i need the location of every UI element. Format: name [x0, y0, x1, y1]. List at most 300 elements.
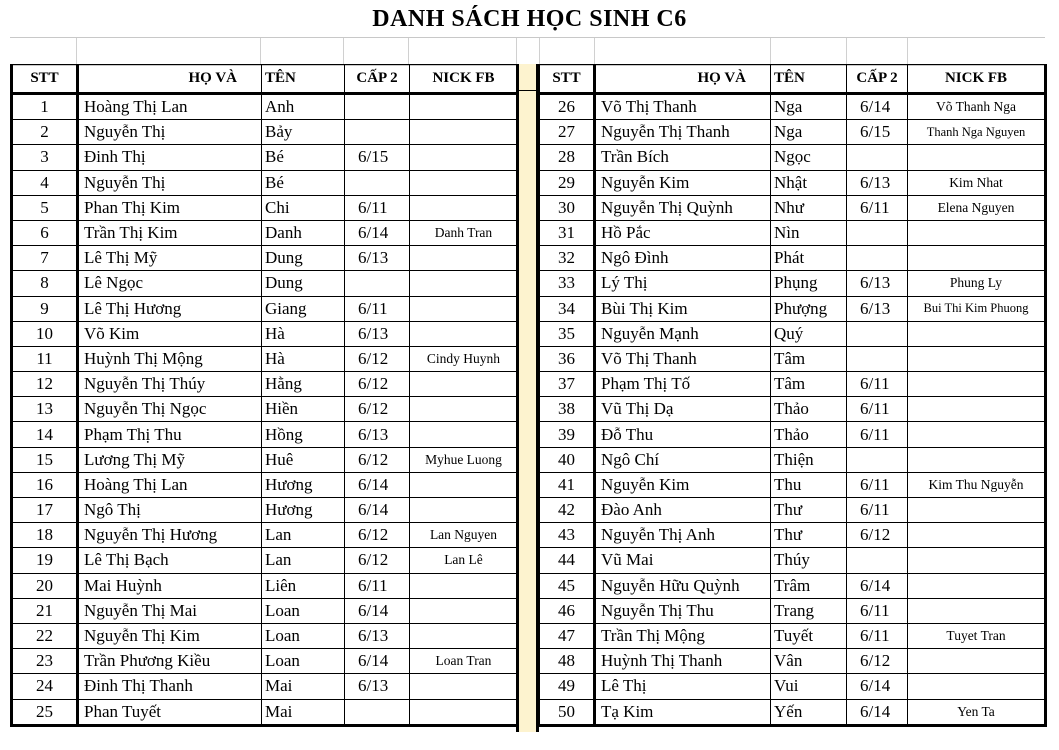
cell-ho-va: Lê Thị Hương [78, 296, 262, 321]
cell-stt: 48 [540, 649, 595, 674]
cell-ho-va: Võ Thị Thanh [595, 94, 771, 120]
cell-stt: 23 [12, 649, 78, 674]
cell-ten: Thư [771, 523, 847, 548]
table-header-row [12, 65, 518, 94]
cell-ho-va: Hoàng Thị Lan [78, 472, 262, 497]
cell-ho-va: Nguyễn Thị [78, 170, 262, 195]
cell-stt: 46 [540, 598, 595, 623]
cell-stt: 29 [540, 170, 595, 195]
cell-stt: 24 [12, 674, 78, 699]
cell-nick-fb [908, 346, 1046, 371]
cell-cap-2 [345, 120, 410, 145]
header-stt: STT [12, 65, 78, 94]
cell-stt: 45 [540, 573, 595, 598]
cell-ho-va: Ngô Đình [595, 246, 771, 271]
cell-ten: Hương [262, 472, 345, 497]
cell-ten: Hà [262, 346, 345, 371]
cell-ten: Nìn [771, 220, 847, 245]
cell-nick-fb: Myhue Luong [410, 447, 518, 472]
cell-nick-fb [908, 447, 1046, 472]
table-row [540, 271, 1046, 296]
cell-ho-va: Phạm Thị Tố [595, 372, 771, 397]
cell-cap-2 [847, 321, 908, 346]
cell-ten: Huê [262, 447, 345, 472]
table-row [12, 472, 518, 497]
cell-ten: Nga [771, 120, 847, 145]
cell-ho-va: Nguyễn Mạnh [595, 321, 771, 346]
cell-cap-2: 6/14 [345, 649, 410, 674]
cell-cap-2 [847, 447, 908, 472]
cell-nick-fb [908, 220, 1046, 245]
cell-ho-va: Nguyễn Thị Ngọc [78, 397, 262, 422]
cell-nick-fb [908, 548, 1046, 573]
cell-stt: 41 [540, 472, 595, 497]
table-row [540, 447, 1046, 472]
cell-stt: 19 [12, 548, 78, 573]
cell-nick-fb [908, 321, 1046, 346]
cell-ho-va: Nguyễn Kim [595, 472, 771, 497]
cell-stt: 22 [12, 623, 78, 648]
header-ten: TÊN [262, 65, 345, 94]
cell-ho-va: Võ Kim [78, 321, 262, 346]
cell-cap-2: 6/11 [847, 472, 908, 497]
cell-cap-2: 6/11 [847, 498, 908, 523]
cell-ten: Dung [262, 271, 345, 296]
table-row [12, 699, 518, 725]
cell-nick-fb [410, 296, 518, 321]
cell-stt: 27 [540, 120, 595, 145]
cell-ho-va: Hoàng Thị Lan [78, 94, 262, 120]
cell-ten: Danh [262, 220, 345, 245]
cell-stt: 4 [12, 170, 78, 195]
cell-nick-fb: Cindy Huynh [410, 346, 518, 371]
cell-ho-va: Tạ Kim [595, 699, 771, 725]
table-row [12, 120, 518, 145]
cell-ho-va: Nguyễn Thị Quỳnh [595, 195, 771, 220]
cell-nick-fb: Bui Thi Kim Phuong [908, 296, 1046, 321]
cell-ten: Mai [262, 674, 345, 699]
cell-stt: 1 [12, 94, 78, 120]
table-row [12, 523, 518, 548]
cell-nick-fb [908, 674, 1046, 699]
cell-ho-va: Phan Thị Kim [78, 195, 262, 220]
header-ho-va: HỌ VÀ [595, 65, 771, 94]
cell-ten: Liên [262, 573, 345, 598]
cell-cap-2 [847, 145, 908, 170]
cell-nick-fb: Kim Thu Nguyễn [908, 472, 1046, 497]
cell-stt: 3 [12, 145, 78, 170]
cell-stt: 15 [12, 447, 78, 472]
cell-ten: Anh [262, 94, 345, 120]
cell-ho-va: Nguyễn Hữu Quỳnh [595, 573, 771, 598]
cell-stt: 34 [540, 296, 595, 321]
cell-ho-va: Vũ Mai [595, 548, 771, 573]
cell-ten: Trâm [771, 573, 847, 598]
table-row [540, 321, 1046, 346]
cell-stt: 33 [540, 271, 595, 296]
cell-nick-fb [410, 94, 518, 120]
cell-ho-va: Vũ Thị Dạ [595, 397, 771, 422]
cell-nick-fb [410, 145, 518, 170]
cell-ho-va: Lê Thị Bạch [78, 548, 262, 573]
cell-cap-2: 6/12 [847, 649, 908, 674]
cell-ho-va: Nguyễn Thị Thanh [595, 120, 771, 145]
cell-nick-fb [410, 372, 518, 397]
cell-cap-2 [847, 246, 908, 271]
cell-stt: 47 [540, 623, 595, 648]
table-row [540, 623, 1046, 648]
cell-stt: 35 [540, 321, 595, 346]
table-row [12, 598, 518, 623]
cell-cap-2: 6/15 [345, 145, 410, 170]
cell-nick-fb [908, 573, 1046, 598]
cell-stt: 18 [12, 523, 78, 548]
cell-nick-fb [410, 573, 518, 598]
cell-cap-2: 6/11 [345, 296, 410, 321]
cell-ten: Hà [262, 321, 345, 346]
cell-nick-fb [908, 422, 1046, 447]
column-separator [516, 64, 539, 732]
table-row [540, 598, 1046, 623]
cell-cap-2 [345, 271, 410, 296]
cell-stt: 44 [540, 548, 595, 573]
cell-stt: 6 [12, 220, 78, 245]
cell-stt: 38 [540, 397, 595, 422]
cell-ten: Nhật [771, 170, 847, 195]
table-row [12, 220, 518, 245]
cell-ten: Quý [771, 321, 847, 346]
column-separator-header [516, 64, 539, 91]
cell-stt: 12 [12, 372, 78, 397]
cell-ho-va: Huỳnh Thị Mộng [78, 346, 262, 371]
table-row [12, 346, 518, 371]
cell-stt: 21 [12, 598, 78, 623]
cell-stt: 40 [540, 447, 595, 472]
cell-ho-va: Ngô Chí [595, 447, 771, 472]
cell-nick-fb: Loan Tran [410, 649, 518, 674]
cell-cap-2: 6/14 [345, 498, 410, 523]
table-row [12, 573, 518, 598]
table-row [540, 498, 1046, 523]
cell-cap-2: 6/12 [345, 447, 410, 472]
table-row [540, 422, 1046, 447]
table-row [540, 674, 1046, 699]
cell-ho-va: Lê Thị [595, 674, 771, 699]
cell-ten: Thu [771, 472, 847, 497]
student-table-left [10, 64, 518, 727]
table-row [540, 649, 1046, 674]
cell-nick-fb [410, 498, 518, 523]
cell-ten: Thảo [771, 397, 847, 422]
cell-ten: Thiện [771, 447, 847, 472]
cell-nick-fb [410, 598, 518, 623]
cell-ten: Loan [262, 598, 345, 623]
cell-ten: Dung [262, 246, 345, 271]
table-row [12, 321, 518, 346]
table-row [540, 145, 1046, 170]
cell-ho-va: Võ Thị Thanh [595, 346, 771, 371]
cell-ho-va: Lương Thị Mỹ [78, 447, 262, 472]
cell-nick-fb [908, 523, 1046, 548]
header-nick-fb: NICK FB [410, 65, 518, 94]
table-row [12, 623, 518, 648]
cell-cap-2: 6/11 [847, 397, 908, 422]
cell-cap-2: 6/13 [847, 170, 908, 195]
cell-cap-2: 6/15 [847, 120, 908, 145]
table-row [540, 372, 1046, 397]
cell-nick-fb [908, 598, 1046, 623]
cell-ho-va: Phạm Thị Thu [78, 422, 262, 447]
table-row [12, 170, 518, 195]
cell-stt: 7 [12, 246, 78, 271]
cell-ho-va: Nguyễn Thị [78, 120, 262, 145]
cell-nick-fb [908, 498, 1046, 523]
cell-cap-2: 6/11 [847, 195, 908, 220]
cell-nick-fb [410, 120, 518, 145]
cell-stt: 16 [12, 472, 78, 497]
header-cap-2: CẤP 2 [345, 65, 410, 94]
cell-ho-va: Nguyễn Kim [595, 170, 771, 195]
cell-cap-2 [345, 699, 410, 725]
cell-ten: Phụng [771, 271, 847, 296]
cell-nick-fb [410, 472, 518, 497]
cell-stt: 26 [540, 94, 595, 120]
cell-cap-2 [847, 346, 908, 371]
header-ho-va: HỌ VÀ [78, 65, 262, 94]
cell-ten: Như [771, 195, 847, 220]
header-stt: STT [540, 65, 595, 94]
cell-nick-fb [410, 195, 518, 220]
cell-ho-va: Nguyễn Thị Thu [595, 598, 771, 623]
cell-cap-2: 6/13 [345, 422, 410, 447]
table-row [12, 498, 518, 523]
cell-nick-fb [908, 397, 1046, 422]
cell-cap-2: 6/13 [345, 623, 410, 648]
cell-stt: 9 [12, 296, 78, 321]
header-cap-2: CẤP 2 [847, 65, 908, 94]
cell-ho-va: Đinh Thị Thanh [78, 674, 262, 699]
cell-ten: Hương [262, 498, 345, 523]
cell-ten: Thúy [771, 548, 847, 573]
cell-ten: Tâm [771, 372, 847, 397]
cell-cap-2: 6/12 [345, 346, 410, 371]
cell-cap-2: 6/14 [345, 598, 410, 623]
cell-stt: 42 [540, 498, 595, 523]
cell-stt: 31 [540, 220, 595, 245]
cell-nick-fb [410, 397, 518, 422]
cell-ten: Lan [262, 523, 345, 548]
cell-ho-va: Mai Huỳnh [78, 573, 262, 598]
cell-ten: Yến [771, 699, 847, 725]
header-ten: TÊN [771, 65, 847, 94]
table-row [540, 246, 1046, 271]
table-row [12, 422, 518, 447]
table-row [540, 195, 1046, 220]
cell-ten: Bảy [262, 120, 345, 145]
cell-ten: Giang [262, 296, 345, 321]
table-row [540, 573, 1046, 598]
cell-ten: Mai [262, 699, 345, 725]
cell-nick-fb [908, 246, 1046, 271]
cell-stt: 2 [12, 120, 78, 145]
cell-ten: Hằng [262, 372, 345, 397]
table-row [540, 523, 1046, 548]
cell-ten: Tâm [771, 346, 847, 371]
cell-ten: Loan [262, 623, 345, 648]
cell-ten: Vân [771, 649, 847, 674]
cell-cap-2: 6/11 [345, 573, 410, 598]
cell-nick-fb [410, 246, 518, 271]
cell-stt: 13 [12, 397, 78, 422]
cell-nick-fb: Lan Lê [410, 548, 518, 573]
cell-nick-fb [908, 145, 1046, 170]
cell-cap-2: 6/14 [345, 220, 410, 245]
cell-cap-2: 6/11 [847, 422, 908, 447]
table-row [540, 548, 1046, 573]
table-row [540, 472, 1046, 497]
cell-ho-va: Nguyễn Thị Anh [595, 523, 771, 548]
cell-stt: 5 [12, 195, 78, 220]
cell-ho-va: Trần Thị Kim [78, 220, 262, 245]
cell-nick-fb [410, 170, 518, 195]
cell-nick-fb [908, 372, 1046, 397]
cell-ten: Loan [262, 649, 345, 674]
cell-ten: Lan [262, 548, 345, 573]
cell-ho-va: Trần Thị Mộng [595, 623, 771, 648]
cell-ho-va: Nguyễn Thị Kim [78, 623, 262, 648]
cell-cap-2: 6/11 [847, 372, 908, 397]
table-row [540, 220, 1046, 245]
cell-ho-va: Phan Tuyết [78, 699, 262, 725]
cell-ho-va: Trần Phương Kiều [78, 649, 262, 674]
cell-cap-2: 6/12 [345, 523, 410, 548]
cell-cap-2: 6/12 [345, 548, 410, 573]
table-row [12, 246, 518, 271]
cell-cap-2: 6/13 [345, 674, 410, 699]
cell-nick-fb [410, 271, 518, 296]
cell-ho-va: Trần Bích [595, 145, 771, 170]
cell-stt: 43 [540, 523, 595, 548]
cell-stt: 37 [540, 372, 595, 397]
cell-cap-2: 6/12 [345, 372, 410, 397]
table-row [12, 447, 518, 472]
cell-nick-fb: Yen Ta [908, 699, 1046, 725]
cell-cap-2: 6/14 [847, 674, 908, 699]
cell-stt: 28 [540, 145, 595, 170]
cell-ten: Thư [771, 498, 847, 523]
cell-stt: 50 [540, 699, 595, 725]
cell-nick-fb: Danh Tran [410, 220, 518, 245]
cell-stt: 32 [540, 246, 595, 271]
cell-cap-2: 6/14 [847, 699, 908, 725]
cell-ho-va: Đỗ Thu [595, 422, 771, 447]
cell-nick-fb [410, 422, 518, 447]
table-row [540, 170, 1046, 195]
table-header-row [540, 65, 1046, 94]
cell-cap-2: 6/11 [847, 598, 908, 623]
table-row [12, 296, 518, 321]
cell-ho-va: Lê Thị Mỹ [78, 246, 262, 271]
cell-ho-va: Đinh Thị [78, 145, 262, 170]
cell-ho-va: Đào Anh [595, 498, 771, 523]
cell-nick-fb: Tuyet Tran [908, 623, 1046, 648]
cell-cap-2: 6/13 [345, 321, 410, 346]
cell-stt: 25 [12, 699, 78, 725]
cell-stt: 20 [12, 573, 78, 598]
cell-cap-2: 6/14 [847, 94, 908, 120]
header-nick-fb: NICK FB [908, 65, 1046, 94]
cell-ho-va: Nguyễn Thị Mai [78, 598, 262, 623]
cell-cap-2: 6/14 [847, 573, 908, 598]
cell-cap-2: 6/13 [847, 271, 908, 296]
table-row [540, 397, 1046, 422]
cell-nick-fb: Phung Ly [908, 271, 1046, 296]
cell-ten: Hồng [262, 422, 345, 447]
cell-cap-2: 6/11 [345, 195, 410, 220]
cell-nick-fb [410, 623, 518, 648]
cell-ho-va: Nguyễn Thị Thúy [78, 372, 262, 397]
cell-cap-2: 6/11 [847, 623, 908, 648]
student-table-right [539, 64, 1047, 727]
cell-ho-va: Lê Ngọc [78, 271, 262, 296]
cell-stt: 14 [12, 422, 78, 447]
table-row [12, 674, 518, 699]
table-row [12, 548, 518, 573]
cell-nick-fb: Lan Nguyen [410, 523, 518, 548]
page-title: DANH SÁCH HỌC SINH C6 [372, 6, 687, 32]
cell-cap-2: 6/12 [847, 523, 908, 548]
table-row [540, 296, 1046, 321]
cell-ten: Chi [262, 195, 345, 220]
cell-ten: Hiền [262, 397, 345, 422]
cell-ho-va: Ngô Thị [78, 498, 262, 523]
cell-ten: Phượng [771, 296, 847, 321]
cell-ten: Vui [771, 674, 847, 699]
table-row [540, 94, 1046, 120]
table-row [12, 145, 518, 170]
cell-cap-2 [345, 94, 410, 120]
cell-stt: 30 [540, 195, 595, 220]
table-row [12, 649, 518, 674]
table-row [12, 94, 518, 120]
cell-ten: Ngọc [771, 145, 847, 170]
cell-ho-va: Nguyễn Thị Hương [78, 523, 262, 548]
cell-nick-fb: Elena Nguyen [908, 195, 1046, 220]
table-row [12, 372, 518, 397]
cell-cap-2 [847, 220, 908, 245]
cell-cap-2: 6/14 [345, 472, 410, 497]
cell-stt: 17 [12, 498, 78, 523]
table-row [540, 120, 1046, 145]
table-row [540, 346, 1046, 371]
cell-cap-2: 6/13 [847, 296, 908, 321]
cell-cap-2 [345, 170, 410, 195]
cell-ten: Phát [771, 246, 847, 271]
cell-ho-va: Hồ Pắc [595, 220, 771, 245]
cell-nick-fb: Kim Nhat [908, 170, 1046, 195]
cell-cap-2 [847, 548, 908, 573]
cell-cap-2: 6/12 [345, 397, 410, 422]
cell-ten: Tuyết [771, 623, 847, 648]
cell-ho-va: Lý Thị [595, 271, 771, 296]
cell-ho-va: Bùi Thị Kim [595, 296, 771, 321]
cell-ten: Bé [262, 145, 345, 170]
cell-ten: Trang [771, 598, 847, 623]
empty-spreadsheet-row [10, 37, 1045, 66]
table-row [540, 699, 1046, 725]
cell-ten: Bé [262, 170, 345, 195]
cell-nick-fb [908, 649, 1046, 674]
